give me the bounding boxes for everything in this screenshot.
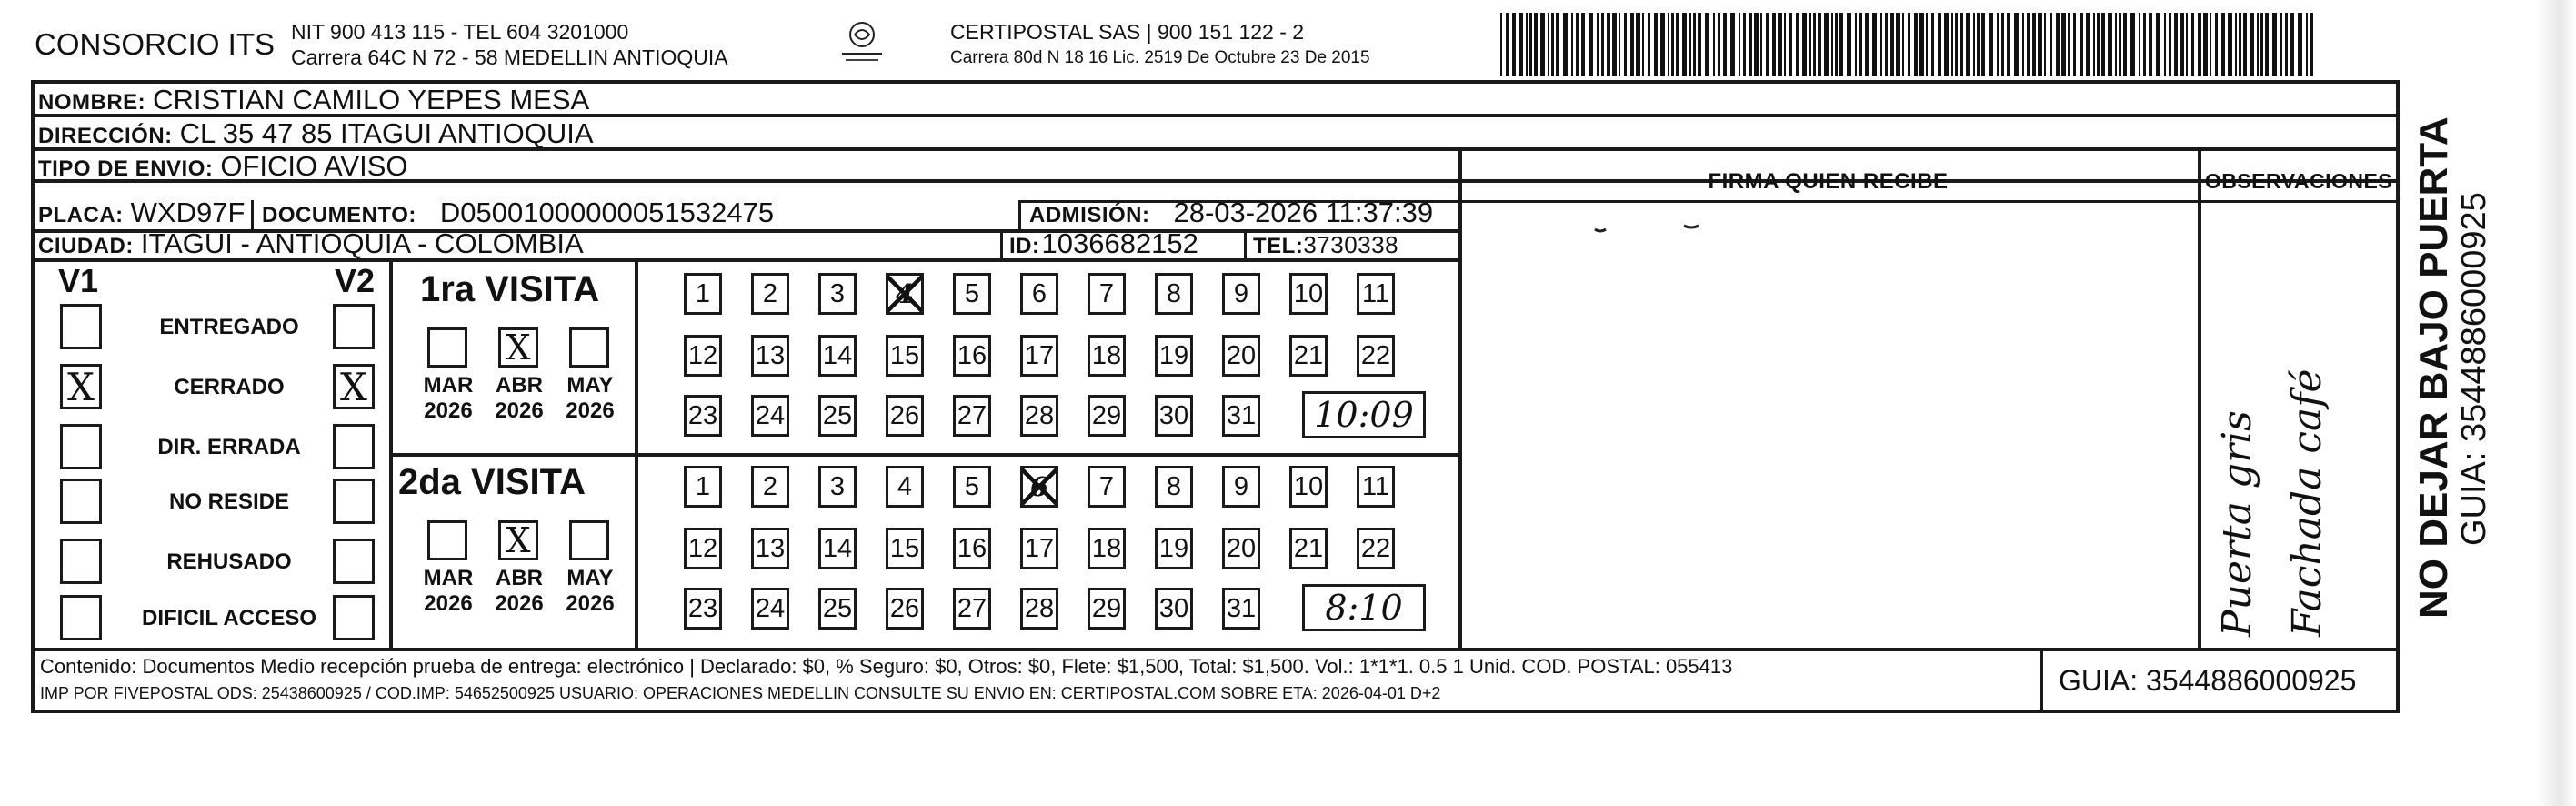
barcode-bar bbox=[1885, 13, 1888, 76]
barcode-bar bbox=[1597, 13, 1599, 76]
barcode-bar bbox=[1902, 13, 1904, 76]
day-box[interactable]: 13 bbox=[751, 528, 789, 569]
barcode-bar bbox=[1563, 13, 1568, 76]
side-no-dejar: NO DEJAR BAJO PUERTA bbox=[2411, 116, 2456, 619]
id-value: 1036682152 bbox=[1041, 227, 1198, 259]
documento-row bbox=[262, 196, 774, 229]
status-label: NO RESIDE bbox=[168, 489, 290, 514]
carrier-name: CERTIPOSTAL SAS | 900 151 122 - 2 bbox=[950, 20, 1305, 44]
v2-checkbox[interactable] bbox=[333, 424, 375, 469]
day-box[interactable]: 17 bbox=[1020, 528, 1058, 569]
v2-checkbox[interactable] bbox=[333, 595, 375, 640]
barcode-bar bbox=[2290, 13, 2294, 76]
month-checkbox[interactable]: X bbox=[498, 520, 538, 560]
visit-1-title: 1ra VISITA bbox=[420, 269, 600, 309]
month-checkbox[interactable]: X bbox=[498, 327, 538, 368]
day-box[interactable]: 29 bbox=[1088, 588, 1126, 630]
nombre-row bbox=[38, 84, 589, 116]
barcode-bar bbox=[1648, 13, 1650, 76]
day-box[interactable]: 4 bbox=[886, 466, 924, 508]
barcode-bar bbox=[2108, 13, 2112, 76]
barcode-bar bbox=[1671, 13, 1674, 76]
barcode-bar bbox=[2061, 13, 2066, 76]
day-box[interactable]: 7 bbox=[1088, 273, 1126, 315]
barcode-bar bbox=[1955, 13, 1958, 76]
admision-row bbox=[1029, 196, 1433, 229]
barcode-bar bbox=[2250, 13, 2254, 76]
day-box[interactable]: 1 bbox=[684, 273, 722, 315]
barcode-bar bbox=[1847, 13, 1851, 76]
barcode-bar bbox=[2080, 13, 2083, 76]
status-label: CERRADO bbox=[174, 375, 285, 399]
barcode-bar bbox=[1612, 13, 1617, 76]
barcode-bar bbox=[1718, 13, 1720, 76]
footer-guia: GUIA: 3544886000925 bbox=[2059, 664, 2357, 697]
barcode-bar bbox=[1636, 13, 1640, 76]
barcode-bar bbox=[2228, 13, 2232, 76]
barcode-bar bbox=[1859, 13, 1862, 76]
day-box[interactable]: 6 bbox=[1020, 273, 1058, 315]
month-name: MAY bbox=[566, 566, 614, 590]
day-box[interactable]: 3 bbox=[818, 273, 857, 315]
status-label: DIR. ERRADA bbox=[157, 435, 301, 459]
day-box[interactable]: 24 bbox=[751, 395, 789, 437]
barcode-bar bbox=[1960, 13, 1963, 76]
barcode-bar bbox=[1818, 13, 1821, 76]
visit-2-title: 2da VISITA bbox=[398, 462, 586, 502]
barcode-bar bbox=[2056, 13, 2060, 76]
observaciones-header: OBSERVACIONES bbox=[2204, 169, 2393, 193]
month-name: MAR bbox=[423, 373, 474, 398]
month-name: MAY bbox=[566, 373, 614, 398]
barcode-bar bbox=[2050, 13, 2052, 76]
status-label: REHUSADO bbox=[166, 549, 292, 574]
day-box[interactable]: 22 bbox=[1357, 528, 1395, 569]
barcode-bar bbox=[2143, 13, 2146, 76]
day-box[interactable]: 16 bbox=[953, 528, 991, 569]
barcode-bar bbox=[2027, 13, 2030, 76]
barcode-bar bbox=[1548, 13, 1549, 76]
admision-label: ADMISIÓN: bbox=[1029, 203, 1150, 227]
admision-value: 28-03-2026 11:37:39 bbox=[1173, 196, 1434, 228]
barcode-bar bbox=[1890, 13, 1894, 76]
barcode-bar bbox=[2221, 13, 2225, 76]
barcode-bar bbox=[2073, 13, 2076, 76]
v1-checkbox[interactable]: X bbox=[60, 364, 102, 409]
barcode-bar bbox=[1519, 13, 1523, 76]
day-box[interactable]: 10 bbox=[1289, 466, 1328, 508]
month-checkbox[interactable] bbox=[569, 520, 609, 560]
month-name: ABR bbox=[496, 373, 543, 398]
day-box[interactable]: 28 bbox=[1020, 395, 1058, 437]
barcode-bar bbox=[2306, 13, 2308, 76]
barcode-bar bbox=[2093, 13, 2095, 76]
barcode-bar bbox=[2285, 13, 2288, 76]
barcode-bar bbox=[1749, 13, 1752, 76]
barcode-bar bbox=[1754, 13, 1759, 76]
day-box[interactable]: 12 bbox=[684, 528, 722, 569]
barcode-bar bbox=[2001, 13, 2004, 76]
barcode-bar bbox=[1938, 13, 1941, 76]
v2-checkbox[interactable]: X bbox=[333, 364, 375, 409]
barcode-bar bbox=[2310, 13, 2313, 76]
barcode-bar bbox=[1973, 13, 1975, 76]
day-box[interactable]: 25 bbox=[818, 395, 857, 437]
day-box[interactable]: 16 bbox=[953, 335, 991, 377]
day-box[interactable]: 28 bbox=[1020, 588, 1058, 630]
barcode-bar bbox=[1529, 13, 1532, 76]
barcode-bar bbox=[1944, 13, 1949, 76]
v1-label: V1 bbox=[58, 262, 99, 299]
barcode-bar bbox=[1512, 13, 1516, 76]
barcode-bar bbox=[2210, 13, 2211, 76]
hour-box[interactable]: 10:09 bbox=[1302, 391, 1426, 438]
barcode-bar bbox=[1682, 13, 1687, 76]
barcode-bar bbox=[1589, 13, 1593, 76]
barcode-bar bbox=[1914, 13, 1918, 76]
month-checkbox[interactable] bbox=[427, 520, 467, 560]
day-box[interactable]: 9 bbox=[1222, 466, 1260, 508]
barcode-bar bbox=[2260, 13, 2263, 76]
documento-label: DOCUMENTO: bbox=[262, 203, 416, 227]
barcode bbox=[1500, 13, 2319, 76]
day-box[interactable]: 6 bbox=[1020, 466, 1058, 508]
barcode-bar bbox=[2265, 13, 2269, 76]
barcode-bar bbox=[1601, 13, 1604, 76]
barcode-bar bbox=[1556, 13, 1559, 76]
barcode-bar bbox=[1723, 13, 1727, 76]
barcode-bar bbox=[2032, 13, 2036, 76]
day-box[interactable]: 12 bbox=[684, 335, 722, 377]
barcode-bar bbox=[1689, 13, 1691, 76]
day-box[interactable]: 5 bbox=[953, 466, 991, 508]
barcode-bar bbox=[1693, 13, 1696, 76]
documento-value: D05001000000051532475 bbox=[439, 196, 775, 228]
day-box[interactable]: 30 bbox=[1155, 395, 1193, 437]
day-box[interactable]: 11 bbox=[1357, 273, 1395, 315]
month-year: 2026 bbox=[495, 398, 544, 423]
barcode-bar bbox=[2115, 13, 2117, 76]
v2-checkbox[interactable] bbox=[333, 539, 375, 584]
day-box[interactable]: 2 bbox=[751, 466, 789, 508]
month-name: ABR bbox=[496, 566, 543, 590]
barcode-bar bbox=[1660, 13, 1665, 76]
v1-checkbox[interactable] bbox=[60, 595, 102, 640]
certipostal-logo bbox=[835, 20, 889, 69]
day-box[interactable]: 18 bbox=[1088, 335, 1126, 377]
carrier-address: Carrera 80d N 18 16 Lic. 2519 De Octubre 23 De 2015 bbox=[950, 48, 1370, 67]
placa-value: WXD97F bbox=[130, 196, 246, 228]
day-box[interactable]: 15 bbox=[886, 528, 924, 569]
footer-contenido: Contenido: Documentos Medio recepción prueba de entrega: electrónico | Declarado: $0, % Seguro: $0, Otros: $0, Flete: $1,500, Total: $1,500. Vol.: 1*1*1. 0.5 1 Unid. COD. POSTAL: 055413 bbox=[40, 655, 1733, 678]
barcode-bar bbox=[1713, 13, 1715, 76]
barcode-bar bbox=[2180, 13, 2184, 76]
v2-checkbox[interactable] bbox=[333, 304, 375, 349]
barcode-bar bbox=[1824, 13, 1829, 76]
barcode-bar bbox=[1551, 13, 1554, 76]
barcode-bar bbox=[1698, 13, 1701, 76]
day-box[interactable]: 24 bbox=[751, 588, 789, 630]
day-box[interactable]: 19 bbox=[1155, 335, 1193, 377]
barcode-bar bbox=[2123, 13, 2127, 76]
day-box[interactable]: 30 bbox=[1155, 588, 1193, 630]
barcode-bar bbox=[2014, 13, 2019, 76]
barcode-bar bbox=[1500, 13, 1502, 76]
day-box[interactable]: 26 bbox=[886, 588, 924, 630]
barcode-bar bbox=[2149, 13, 2152, 76]
direccion-row bbox=[38, 117, 594, 150]
barcode-bar bbox=[2174, 13, 2178, 76]
day-box[interactable]: 23 bbox=[684, 395, 722, 437]
month-name: MAR bbox=[423, 566, 474, 590]
barcode-bar bbox=[1772, 13, 1776, 76]
id-label: ID: bbox=[1009, 234, 1040, 258]
barcode-bar bbox=[1730, 13, 1735, 76]
barcode-bar bbox=[1526, 13, 1528, 76]
barcode-bar bbox=[1809, 13, 1811, 76]
barcode-bar bbox=[1931, 13, 1934, 76]
day-box[interactable]: 22 bbox=[1357, 335, 1395, 377]
barcode-bar bbox=[1880, 13, 1882, 76]
barcode-bar bbox=[2257, 13, 2259, 76]
day-box[interactable]: 14 bbox=[818, 335, 857, 377]
day-box[interactable]: 10 bbox=[1289, 273, 1328, 315]
scan-edge bbox=[2537, 0, 2576, 806]
day-box[interactable]: 8 bbox=[1155, 466, 1193, 508]
day-box[interactable]: 7 bbox=[1088, 466, 1126, 508]
nombre-value: CRISTIAN CAMILO YEPES MESA bbox=[153, 84, 590, 116]
barcode-bar bbox=[1630, 13, 1634, 76]
day-box[interactable]: 27 bbox=[953, 395, 991, 437]
barcode-bar bbox=[2239, 13, 2241, 76]
barcode-bar bbox=[1654, 13, 1658, 76]
barcode-bar bbox=[1760, 13, 1762, 76]
barcode-bar bbox=[1642, 13, 1644, 76]
barcode-bar bbox=[1865, 13, 1869, 76]
barcode-bar bbox=[2086, 13, 2090, 76]
id-row bbox=[1009, 227, 1198, 260]
barcode-bar bbox=[2272, 13, 2277, 76]
barcode-bar bbox=[2156, 13, 2160, 76]
hour-box[interactable]: 8:10 bbox=[1302, 584, 1426, 631]
firma-header: FIRMA QUIEN RECIBE bbox=[1708, 169, 1949, 194]
barcode-bar bbox=[2101, 13, 2105, 76]
day-box[interactable]: 15 bbox=[886, 335, 924, 377]
barcode-bar bbox=[1534, 13, 1538, 76]
barcode-bar bbox=[2298, 13, 2302, 76]
barcode-bar bbox=[2169, 13, 2171, 76]
barcode-bar bbox=[1619, 13, 1620, 76]
barcode-bar bbox=[2119, 13, 2121, 76]
barcode-bar bbox=[1506, 13, 1509, 76]
barcode-bar bbox=[1951, 13, 1953, 76]
month-year: 2026 bbox=[495, 591, 544, 616]
day-box[interactable]: 17 bbox=[1020, 335, 1058, 377]
day-box[interactable]: 31 bbox=[1222, 588, 1260, 630]
barcode-bar bbox=[1576, 13, 1579, 76]
barcode-bar bbox=[2130, 13, 2135, 76]
day-box[interactable]: 8 bbox=[1155, 273, 1193, 315]
month-checkbox[interactable] bbox=[569, 327, 609, 368]
status-label: ENTREGADO bbox=[159, 315, 299, 339]
barcode-bar bbox=[2191, 13, 2194, 76]
observaciones-note-2: Fachada café bbox=[2284, 368, 2330, 637]
barcode-bar bbox=[1540, 13, 1545, 76]
barcode-bar bbox=[2139, 13, 2140, 76]
ciudad-label: CIUDAD: bbox=[38, 234, 134, 258]
barcode-bar bbox=[1835, 13, 1838, 76]
tel-value: 3730338 bbox=[1303, 231, 1399, 258]
direccion-value: CL 35 47 85 ITAGUI ANTIOQUIA bbox=[179, 117, 594, 149]
barcode-bar bbox=[1855, 13, 1857, 76]
day-box[interactable]: 14 bbox=[818, 528, 857, 569]
signature-mark bbox=[1593, 222, 1711, 245]
day-box[interactable]: 1 bbox=[684, 466, 722, 508]
barcode-bar bbox=[1966, 13, 1970, 76]
barcode-bar bbox=[1676, 13, 1679, 76]
barcode-bar bbox=[1896, 13, 1900, 76]
day-box[interactable]: 25 bbox=[818, 588, 857, 630]
ciudad-row bbox=[38, 227, 584, 260]
barcode-bar bbox=[2280, 13, 2282, 76]
barcode-bar bbox=[2038, 13, 2042, 76]
company-nit: NIT 900 413 115 - TEL 604 3201000 bbox=[291, 20, 629, 44]
month-year: 2026 bbox=[566, 591, 615, 616]
barcode-bar bbox=[2022, 13, 2024, 76]
barcode-bar bbox=[1997, 13, 1999, 76]
barcode-bar bbox=[2203, 13, 2208, 76]
day-box[interactable]: 5 bbox=[953, 273, 991, 315]
month-year: 2026 bbox=[424, 398, 473, 423]
tipo-value: OFICIO AVISO bbox=[220, 150, 408, 182]
barcode-bar bbox=[2044, 13, 2046, 76]
nombre-label: NOMBRE: bbox=[38, 90, 146, 115]
footer-imp: IMP POR FIVEPOSTAL ODS: 25438600925 / COD.IMP: 54652500925 USUARIO: OPERACIONES MEDELLIN CONSULTE SU ENVIO EN: CERTIPOSTAL.COM SOBRE ETA: 2026-04-01 D+2 bbox=[40, 684, 1441, 702]
barcode-bar bbox=[1977, 13, 1980, 76]
day-box[interactable]: 3 bbox=[818, 466, 857, 508]
tel-label: TEL: bbox=[1253, 234, 1304, 258]
barcode-bar bbox=[1581, 13, 1585, 76]
v1-checkbox[interactable] bbox=[60, 424, 102, 469]
status-label: DIFICIL ACCESO bbox=[141, 606, 316, 630]
direccion-label: DIRECCIÓN: bbox=[38, 124, 173, 148]
company-address: Carrera 64C N 72 - 58 MEDELLIN ANTIOQUIA bbox=[291, 45, 728, 69]
barcode-bar bbox=[1839, 13, 1843, 76]
day-box[interactable]: 31 bbox=[1222, 395, 1260, 437]
barcode-bar bbox=[1802, 13, 1807, 76]
barcode-bar bbox=[2235, 13, 2237, 76]
day-box[interactable]: 11 bbox=[1357, 466, 1395, 508]
barcode-bar bbox=[2164, 13, 2166, 76]
barcode-bar bbox=[2186, 13, 2188, 76]
barcode-bar bbox=[1743, 13, 1746, 76]
day-box[interactable]: 26 bbox=[886, 395, 924, 437]
day-box[interactable]: 27 bbox=[953, 588, 991, 630]
barcode-bar bbox=[1926, 13, 1928, 76]
day-box[interactable]: 21 bbox=[1289, 528, 1328, 569]
day-box[interactable]: 20 bbox=[1222, 335, 1260, 377]
barcode-bar bbox=[1872, 13, 1877, 76]
barcode-bar bbox=[2243, 13, 2247, 76]
barcode-bar bbox=[1813, 13, 1816, 76]
tel-row bbox=[1253, 231, 1398, 259]
placa-row bbox=[38, 196, 245, 229]
barcode-bar bbox=[1919, 13, 1924, 76]
day-box[interactable]: 29 bbox=[1088, 395, 1126, 437]
barcode-bar bbox=[1831, 13, 1833, 76]
barcode-bar bbox=[2215, 13, 2218, 76]
v2-label: V2 bbox=[335, 262, 376, 299]
company-name: CONSORCIO ITS bbox=[35, 27, 276, 61]
barcode-bar bbox=[2007, 13, 2010, 76]
barcode-bar bbox=[1739, 13, 1740, 76]
day-box[interactable]: 18 bbox=[1088, 528, 1126, 569]
v1-checkbox[interactable] bbox=[60, 539, 102, 584]
day-box[interactable]: 4 bbox=[886, 273, 924, 315]
barcode-bar bbox=[1796, 13, 1799, 76]
barcode-bar bbox=[1766, 13, 1769, 76]
barcode-bar bbox=[1778, 13, 1782, 76]
barcode-bar bbox=[2097, 13, 2100, 76]
day-box[interactable]: 2 bbox=[751, 273, 789, 315]
barcode-bar bbox=[2198, 13, 2201, 76]
tipo-row bbox=[38, 150, 408, 183]
side-guia: GUIA: 3544886000925 bbox=[2455, 192, 2493, 546]
barcode-bar bbox=[1989, 13, 1993, 76]
barcode-bar bbox=[1784, 13, 1786, 76]
v1-checkbox[interactable] bbox=[60, 479, 102, 524]
barcode-bar bbox=[1607, 13, 1610, 76]
barcode-bar bbox=[1668, 13, 1669, 76]
day-box[interactable]: 19 bbox=[1155, 528, 1193, 569]
day-box[interactable]: 23 bbox=[684, 588, 722, 630]
barcode-bar bbox=[2068, 13, 2070, 76]
observaciones-note-1: Puerta gris bbox=[2214, 410, 2260, 637]
month-year: 2026 bbox=[424, 591, 473, 616]
v1-checkbox[interactable] bbox=[60, 304, 102, 349]
placa-label: PLACA: bbox=[38, 203, 124, 227]
barcode-bar bbox=[1789, 13, 1792, 76]
month-year: 2026 bbox=[566, 398, 615, 423]
barcode-bar bbox=[1981, 13, 1985, 76]
day-box[interactable]: 20 bbox=[1222, 528, 1260, 569]
month-checkbox[interactable] bbox=[427, 327, 467, 368]
ciudad-value: ITAGUI - ANTIOQUIA - COLOMBIA bbox=[140, 227, 584, 259]
day-box[interactable]: 13 bbox=[751, 335, 789, 377]
barcode-bar bbox=[1705, 13, 1709, 76]
v2-checkbox[interactable] bbox=[333, 479, 375, 524]
day-box[interactable]: 9 bbox=[1222, 273, 1260, 315]
day-box[interactable]: 21 bbox=[1289, 335, 1328, 377]
barcode-bar bbox=[1624, 13, 1627, 76]
tipo-label: TIPO DE ENVIO: bbox=[38, 156, 214, 181]
barcode-bar bbox=[1571, 13, 1573, 76]
barcode-bar bbox=[1908, 13, 1910, 76]
